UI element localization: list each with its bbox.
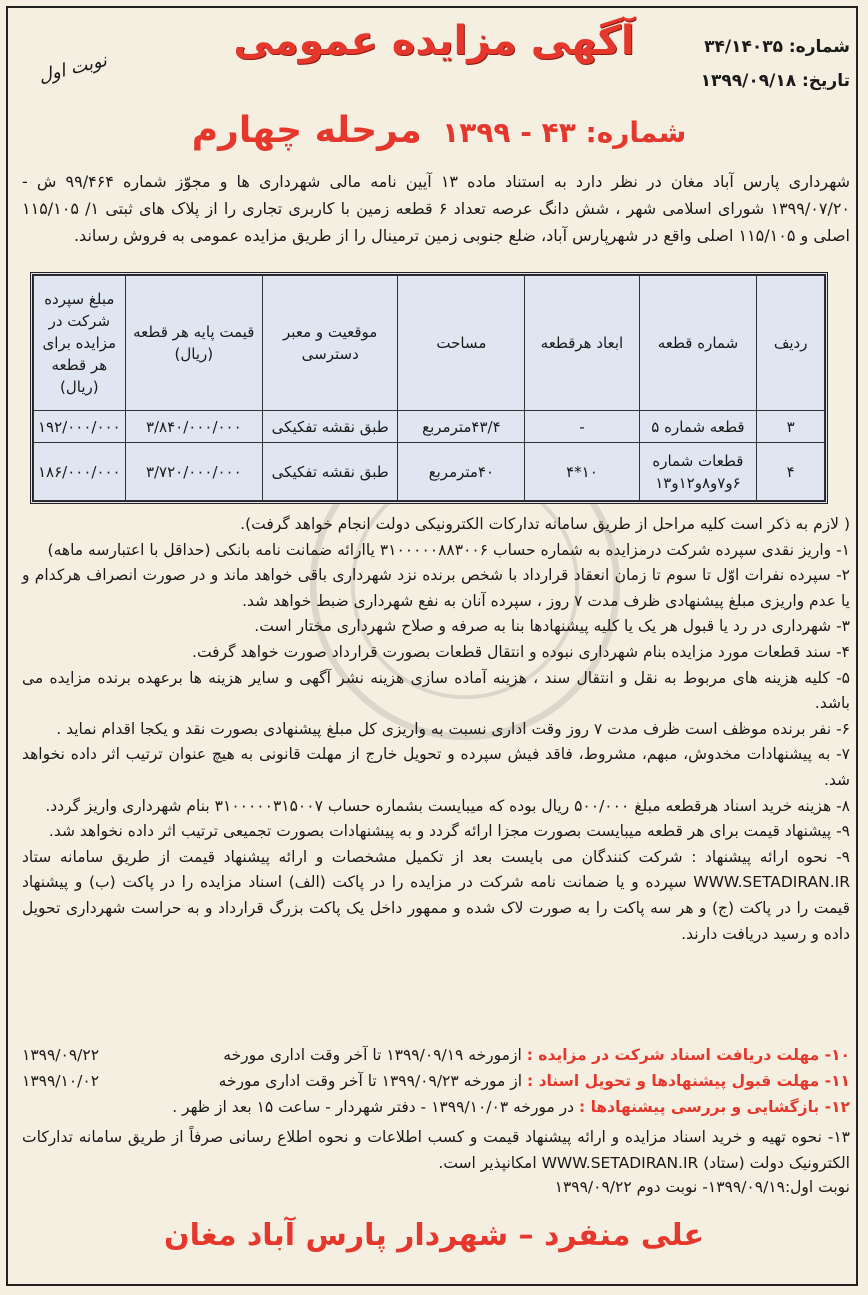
terms-item: ۸- هزینه خرید اسناد هرقطعه مبلغ ۵۰۰/۰۰۰ ریال بوده که میبایست بشماره حساب ۳۱۰۰۰۰۰۳۱۵۰۰۷ بنام شهرداری واریز گردد. [45, 796, 850, 815]
deadline-date: ۱۳۹۹/۰۹/۲۲ [22, 1046, 100, 1064]
page-title: آگهی مزایده عمومی [233, 18, 635, 64]
stage-title: مرحله چهارم [191, 110, 422, 151]
table-row [34, 411, 825, 443]
terms-item: ۹- پیشنهاد قیمت برای هر قطعه میبایست بصورت مجزا ارائه گردد و به پیشنهادات بصورت تجمیعی ترتیب اثر داده نخواهد شد. [48, 822, 850, 841]
terms-item: ۳- شهرداری در رد یا قبول هر یک یا کلیه پیشنهادها بنا به صرفه و صلاح شهرداری مختار است. [254, 617, 850, 636]
table-row [34, 443, 825, 501]
notice-date: تاریخ: ۱۳۹۹/۰۹/۱۸ [700, 71, 850, 91]
publication-dates: نوبت اول:۱۳۹۹/۰۹/۱۹- نوبت دوم ۱۳۹۹/۰۹/۲۲ [554, 1178, 850, 1196]
first-round-note: نوبت اول [36, 49, 110, 88]
table-cell: ۱۰*۴ [525, 443, 639, 501]
terms-item: ۱- واریز نقدی سپرده شرکت درمزایده به شماره حساب ۳۱۰۰۰۰۰۸۸۳۰۰۶ یاارائه ضمانت نامه بانکی (حداقل با اعتبارسه ماهه) [47, 540, 850, 559]
table-header-cell: مساحت [398, 276, 525, 411]
deadline-row [22, 1072, 850, 1090]
table-cell: ۳/۷۲۰/۰۰۰/۰۰۰ [125, 443, 262, 501]
table-cell: ۴۳/۴مترمربع [398, 411, 525, 443]
table-cell: ۴۰مترمربع [398, 443, 525, 501]
table-header-cell: موقعیت و معبر دسترسی [262, 276, 397, 411]
deadline-text: از مورخه ۱۳۹۹/۰۹/۲۳ تا آخر وقت اداری مورخه [218, 1072, 523, 1090]
table-cell: - [525, 411, 639, 443]
stage-heading [0, 110, 868, 151]
intro-paragraph: شهرداری پارس آباد مغان در نظر دارد به استناد ماده ۱۳ آیین نامه مالی شهرداری ها و مجوّز شماره ۹۹/۴۶۴ ش - ۱۳۹۹/۰۷/۲۰ شورای اسلامی شهر ، شش دانگ عرصه تعداد ۶ قطعه زمین با کاربری تجاری را از پلاک های ثبتی ۱/ ۱۱۵/۱۰۵ اصلی و ۱۱۵/۱۰۵ اصلی واقع در شهرپارس آباد، ضلع جنوبی زمین ترمینال را از طریق مزایده عمومی به فروش رساند. [22, 172, 851, 245]
terms-item: ۶- نفر برنده موظف است ظرف مدت ۷ روز وقت اداری نسبت به واریزی کل مبلغ پیشنهادی بصورت نقد و یکجا اقدام نماید . [56, 719, 850, 738]
deadline-label: ۱۲- بازگشایی و بررسی پیشنهادها : [579, 1098, 850, 1116]
table-cell: قطعه شماره ۵ [639, 411, 757, 443]
item-13: ۱۳- نحوه تهیه و خرید اسناد مزایده و ارائه پیشنهاد قیمت و کسب اطلاعات و نحوه اطلاع رسانی صرفاً از طریق سامانه تدارکات الکترونیک دولت (ستاد) WWW.SETADIRAN.IR امکانپذیر است. [22, 1128, 850, 1172]
signature: علی منفرد – شهردار پارس آباد مغان [164, 1218, 704, 1253]
terms-item: ۷- به پیشنهادات مخدوش، مبهم، مشروط، فاقد فیش سپرده و تحویل خارج از مهلت قانونی به هیچ عنوان ترتیب اثر داده نخواهد شد. [22, 745, 850, 789]
table-cell: ۴ [757, 443, 825, 501]
table-header-row [34, 276, 825, 411]
lots-table [30, 272, 828, 504]
table-cell: طبق نقشه تفکیکی [262, 443, 397, 501]
table-cell: ۳/۸۴۰/۰۰۰/۰۰۰ [125, 411, 262, 443]
deadline-text: ازمورخه ۱۳۹۹/۰۹/۱۹ تا آخر وقت اداری مورخه [223, 1046, 522, 1064]
deadline-row [22, 1098, 850, 1116]
deadline-date: ۱۳۹۹/۱۰/۰۲ [22, 1072, 100, 1090]
stage-number: شماره: ۴۳ - ۱۳۹۹ [442, 116, 687, 149]
notice-number: شماره: ۳۴/۱۴۰۳۵ [704, 37, 850, 57]
deadline-label: ۱۱- مهلت قبول پیشنهادها و تحویل اسناد : [526, 1072, 850, 1090]
table-header-cell: ابعاد هرقطعه [525, 276, 639, 411]
table-header-cell: شماره قطعه [639, 276, 757, 411]
table-cell: ۳ [757, 411, 825, 443]
deadline-row [22, 1046, 850, 1064]
table-cell: ۱۹۲/۰۰۰/۰۰۰ [34, 411, 126, 443]
terms-item: ۲- سپرده نفرات اوّل تا سوم تا زمان انعقاد قرارداد با شخص برنده نزد شهرداری باقی خواهد ماند و در صورت انصراف هرکدام و یا عدم واریزی مبلغ پیشنهادی ظرف مدت ۷ روز ، سپرده آنان به نفع شهرداری ضبط خواهد شد. [22, 566, 850, 610]
table-header-cell: مبلغ سپرده شرکت در مزایده برای هر قطعه (ریال) [34, 276, 126, 411]
terms-item: ( لازم به ذکر است کلیه مراحل از طریق سامانه تدارکات الکترونیکی دولت انجام خواهد گرفت). [240, 515, 850, 533]
table-header-cell: قیمت پایه هر قطعه (ریال) [125, 276, 262, 411]
terms-item: ۴- سند قطعات مورد مزایده بنام شهرداری نبوده و انتقال قطعات بصورت قرارداد صورت خواهد گرفت. [192, 642, 850, 661]
table-cell: ۱۸۶/۰۰۰/۰۰۰ [34, 443, 126, 501]
terms-item: ۵- کلیه هزینه های مربوط به نقل و انتقال سند ، هزینه آماده سازی هزینه نشر آگهی و سایر هزینه ها برعهده برنده مزایده می باشد. [22, 668, 850, 713]
table-cell: قطعات شماره ۶و۷و۸و۱۲و۱۳ [639, 443, 757, 501]
terms-item: ۹- نحوه ارائه پیشنهاد : شرکت کنندگان می بایست بعد از تکمیل مشخصات و ارائه پیشنهاد قیمت از طریق سامانه ستاد WWW.SETADIRAN.IR سپرده و یا ضمانت نامه شرکت در مزایده را در پاکت (الف) اسناد مزایده را در پاکت (ب) و پیشنهاد قیمت را در پاکت (ج) و هر سه پاکت را به صورت لاک شده و ممهور داخل یک پاکت بزرگ قرارداد و به حراست شهرداری تحویل داده و رسید دریافت دارند. [22, 847, 850, 943]
table-header-cell: ردیف [757, 276, 825, 411]
terms-list [22, 512, 850, 947]
table-cell: طبق نقشه تفکیکی [262, 411, 397, 443]
deadline-label: ۱۰- مهلت دریافت اسناد شرکت در مزایده : [526, 1046, 850, 1064]
deadline-text: در مورخه ۱۳۹۹/۱۰/۰۳ - دفتر شهردار - ساعت ۱۵ بعد از ظهر . [172, 1098, 575, 1116]
